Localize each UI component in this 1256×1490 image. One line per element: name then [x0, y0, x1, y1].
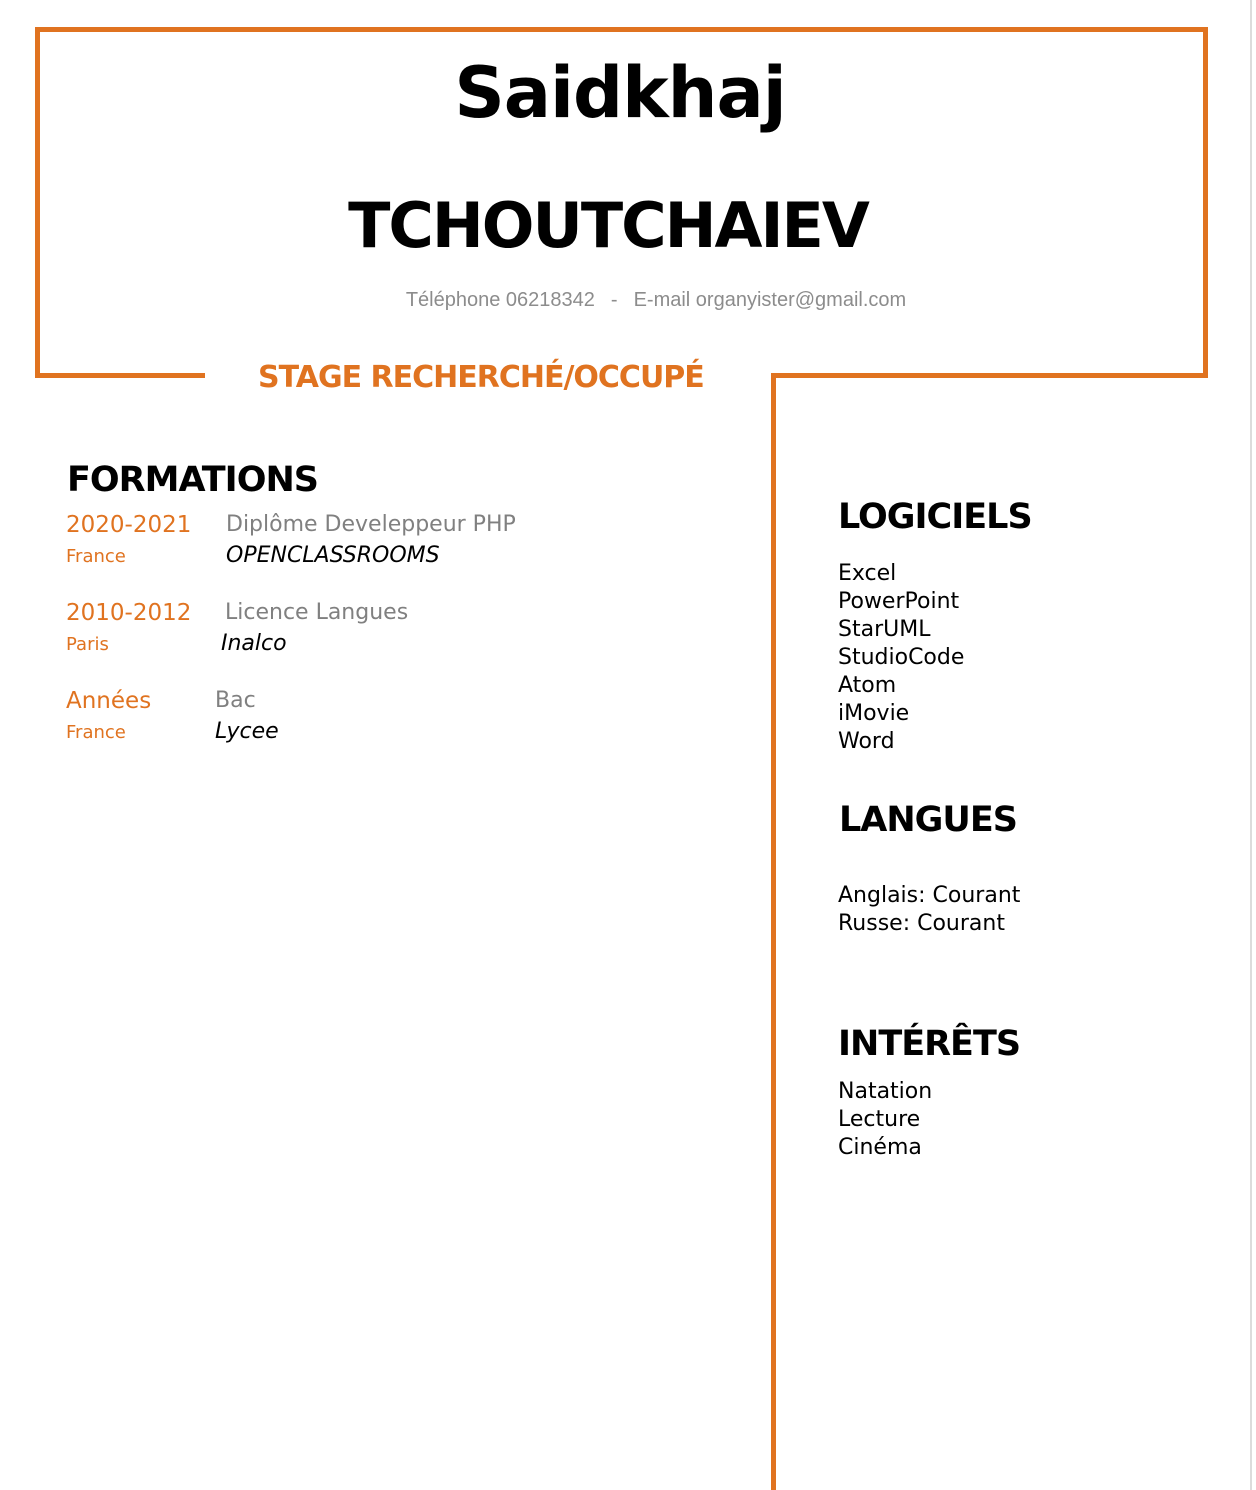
- formation-years: 2010-2012: [66, 600, 192, 626]
- phone-number: 06218342: [505, 289, 595, 311]
- frame-bottom-right-line: [771, 373, 1208, 378]
- list-item: Cinéma: [838, 1135, 922, 1160]
- formation-years: Années: [66, 688, 152, 714]
- list-item: Russe: Courant: [838, 911, 1005, 936]
- list-item: PowerPoint: [838, 589, 960, 614]
- interets-title: INTÉRÊTS: [838, 1024, 1021, 1064]
- list-item: StudioCode: [838, 645, 965, 670]
- phone-label: Téléphone: [405, 289, 501, 311]
- formation-years: 2020-2021: [66, 512, 192, 538]
- column-divider-line: [771, 373, 776, 1490]
- formation-school: Inalco: [221, 631, 287, 656]
- last-name: TCHOUTCHAIEV: [348, 189, 868, 262]
- stage-title: STAGE RECHERCHÉ/OCCUPÉ: [258, 360, 704, 395]
- list-item: Atom: [838, 673, 897, 698]
- formation-school: OPENCLASSROOMS: [226, 543, 440, 568]
- email-label: E-mail: [633, 289, 691, 311]
- langues-title: LANGUES: [839, 800, 1017, 840]
- list-item: Anglais: Courant: [838, 883, 1021, 908]
- logiciels-title: LOGICIELS: [838, 497, 1032, 537]
- formation-school: Lycee: [215, 719, 279, 744]
- contact-line: [0, 286, 1256, 314]
- list-item: Word: [838, 729, 895, 754]
- formation-place: France: [66, 722, 126, 743]
- list-item: Lecture: [838, 1107, 921, 1132]
- formation-title: Bac: [215, 688, 256, 713]
- frame-bottom-left-line: [35, 373, 205, 378]
- frame-top-line: [35, 27, 1208, 32]
- list-item: Excel: [838, 561, 897, 586]
- list-item: iMovie: [838, 701, 910, 726]
- interets-list: [838, 1078, 932, 1162]
- formations-title: FORMATIONS: [67, 460, 318, 500]
- page-edge: [1250, 0, 1252, 1490]
- formation-title: Licence Langues: [225, 600, 409, 625]
- langues-list: [838, 882, 1020, 938]
- first-name: Saidkhaj: [454, 52, 786, 134]
- formation-title: Diplôme Develeppeur PHP: [226, 512, 516, 537]
- contact-separator: -: [610, 289, 618, 311]
- logiciels-list: [838, 560, 964, 756]
- formation-place: France: [66, 546, 126, 567]
- list-item: StarUML: [838, 617, 931, 642]
- formation-place: Paris: [66, 634, 109, 655]
- email-address: organyister@gmail.com: [695, 289, 907, 311]
- list-item: Natation: [838, 1079, 933, 1104]
